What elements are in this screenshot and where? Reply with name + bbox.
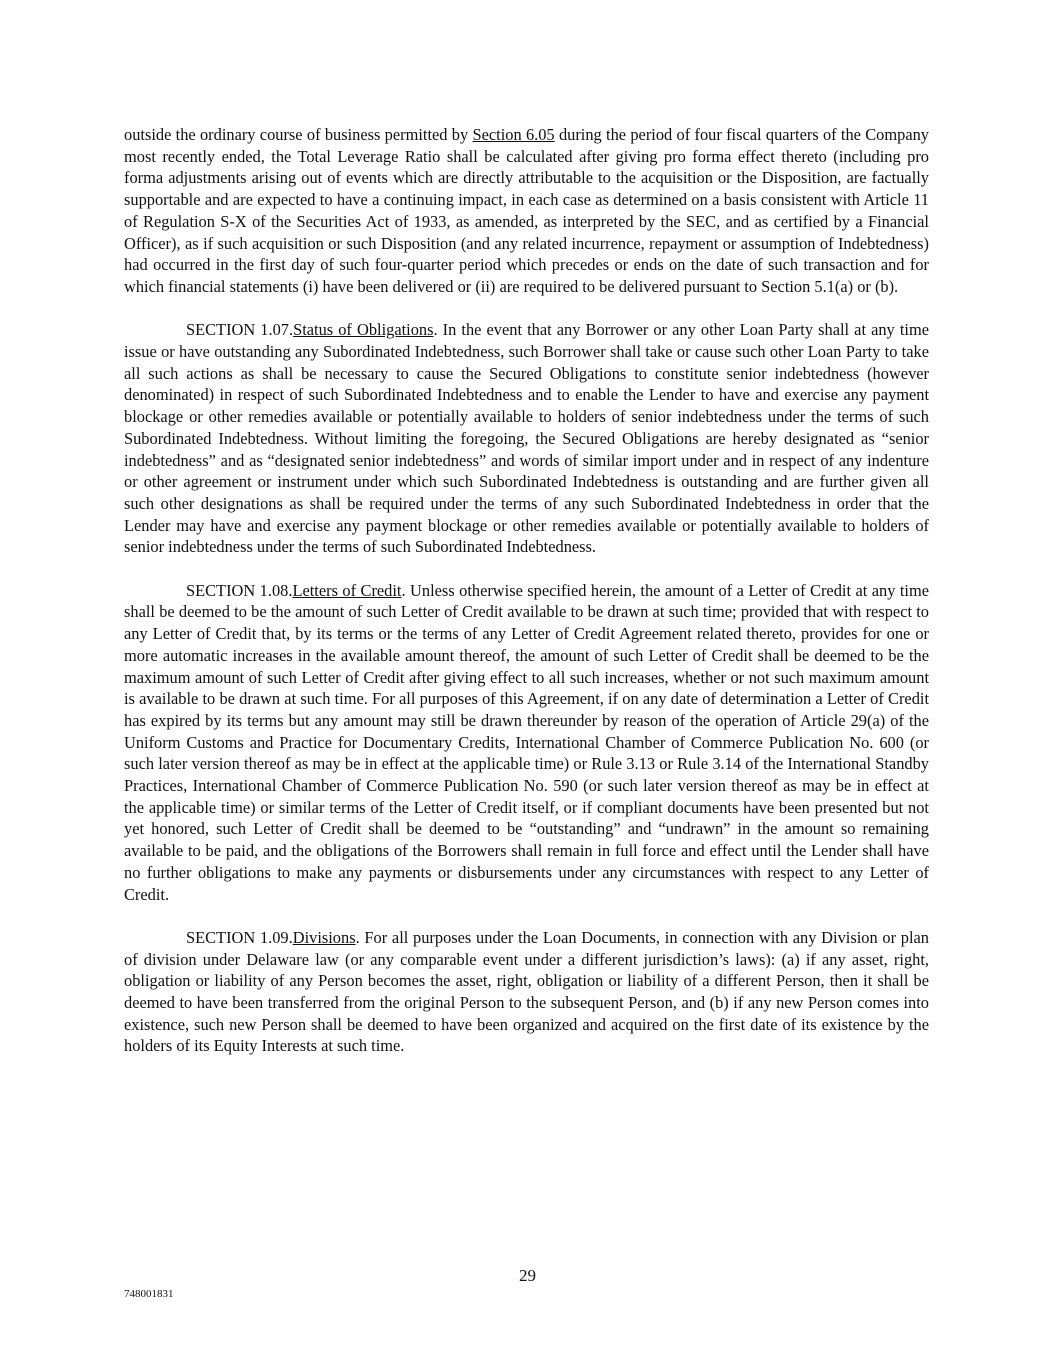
section-reference-link: Section 6.05: [472, 125, 555, 144]
section-number: SECTION 1.07.: [186, 320, 294, 340]
intro-paragraph: [124, 124, 929, 298]
section-body: . In the event that any Borrower or any other Loan Party shall at any time issue or have outstanding any Subordinated Indebtedness, such Borrower shall take or cause such other Loan Party to take all such actions as shall be necessary to cause the Secured Obligations to constitute senior indebtedness (however denominated) in respect of such Subordinated Indebtedness and to enable the Lender to have and exercise any payment blockage or other remedies available or potentially available to holders of senior indebtedness under the terms of such Subordinated Indebtedness. Without limiting the foregoing, the Secured Obligations are hereby designated as “senior indebtedness” and as “designated senior indebtedness” and words of similar import under and in respect of any indenture or other agreement or instrument under which such Subordinated Indebtedness is outstanding and are further given all such other designations as shall be required under the terms of any such Subordinated Indebtedness in order that the Lender may have and exercise any payment blockage or other remedies available or potentially available to holders of senior indebtedness under the terms of such Subordinated Indebtedness.: [124, 320, 929, 557]
document-page: [124, 124, 929, 1079]
section-title: Status of Obligations: [293, 320, 434, 340]
section-title: Letters of Credit: [292, 580, 402, 600]
section-1-08-paragraph: [124, 580, 929, 906]
intro-text-end: during the period of four fiscal quarters of the Company most recently ended, the Total Leverage Ratio shall be calculated after giving pro forma effect thereto (including pro forma adjustments arising out of events which are directly attributable to the acquisition or the Disposition, are factually supportable and are expected to have a continuing impact, in each case as determined on a basis consistent with Article 11 of Regulation S-X of the Securities Act of 1933, as amended, as interpreted by the SEC, and as certified by a Financial Officer), as if such acquisition or such Disposition (and any related incurrence, repayment or assumption of Indebtedness) had occurred in the first day of such four-quarter period which precedes or ends on the date of such transaction and for which financial statements (i) have been delivered or (ii) are required to be delivered pursuant to Section 5.1(a) or (b).: [124, 125, 929, 296]
section-1-09-paragraph: [124, 927, 929, 1057]
section-number: SECTION 1.09.: [186, 927, 293, 947]
section-1-07-paragraph: [124, 319, 929, 558]
page-number: 29: [519, 1266, 536, 1285]
section-title: Divisions: [292, 927, 356, 947]
section-body: . Unless otherwise specified herein, the amount of a Letter of Credit at any time shall be deemed to be the amount of such Letter of Credit available to be drawn at such time; provided that with respect to any Letter of Credit that, by its terms or the terms of any Letter of Credit Agreement related thereto, provides for one or more automatic increases in the available amount thereof, the amount of such Letter of Credit shall be deemed to be the maximum amount of such Letter of Credit after giving effect to all such increases, whether or not such maximum amount is available to be drawn at such time. For all purposes of this Agreement, if on any date of determination a Letter of Credit has expired by its terms but any amount may still be drawn thereunder by reason of the operation of Article 29(a) of the Uniform Customs and Practice for Documentary Credits, International Chamber of Commerce Publication No. 600 (or such later version thereof as may be in effect at the applicable time) or Rule 3.13 or Rule 3.14 of the International Standby Practices, International Chamber of Commerce Publication No. 590 (or such later version thereof as may be in effect at the applicable time) or similar terms of the Letter of Credit itself, or if compliant documents have been presented but not yet honored, such Letter of Credit shall be deemed to be “outstanding” and “undrawn” in the amount so remaining available to be paid, and the obligations of the Borrowers shall remain in full force and effect until the Lender shall have no further obligations to make any payments or disbursements under any circumstances with respect to any Letter of Credit.: [124, 580, 930, 904]
intro-text-start: outside the ordinary course of business permitted by: [124, 125, 473, 144]
section-body: . For all purposes under the Loan Documents, in connection with any Division or plan of division under Delaware law (or any comparable event under a different jurisdiction’s laws): (a) if any asset, right, obligation or liability of any Person becomes the asset, right, obligation or liability of a different Person, then it shall be deemed to have been transferred from the original Person to the subsequent Person, and (b) if any new Person comes into existence, such new Person shall be deemed to have been organized and acquired on the first date of its existence by the holders of its Equity Interests at such time.: [124, 927, 929, 1056]
document-id: 748001831: [124, 1288, 174, 1300]
section-number: SECTION 1.08.: [186, 580, 293, 600]
